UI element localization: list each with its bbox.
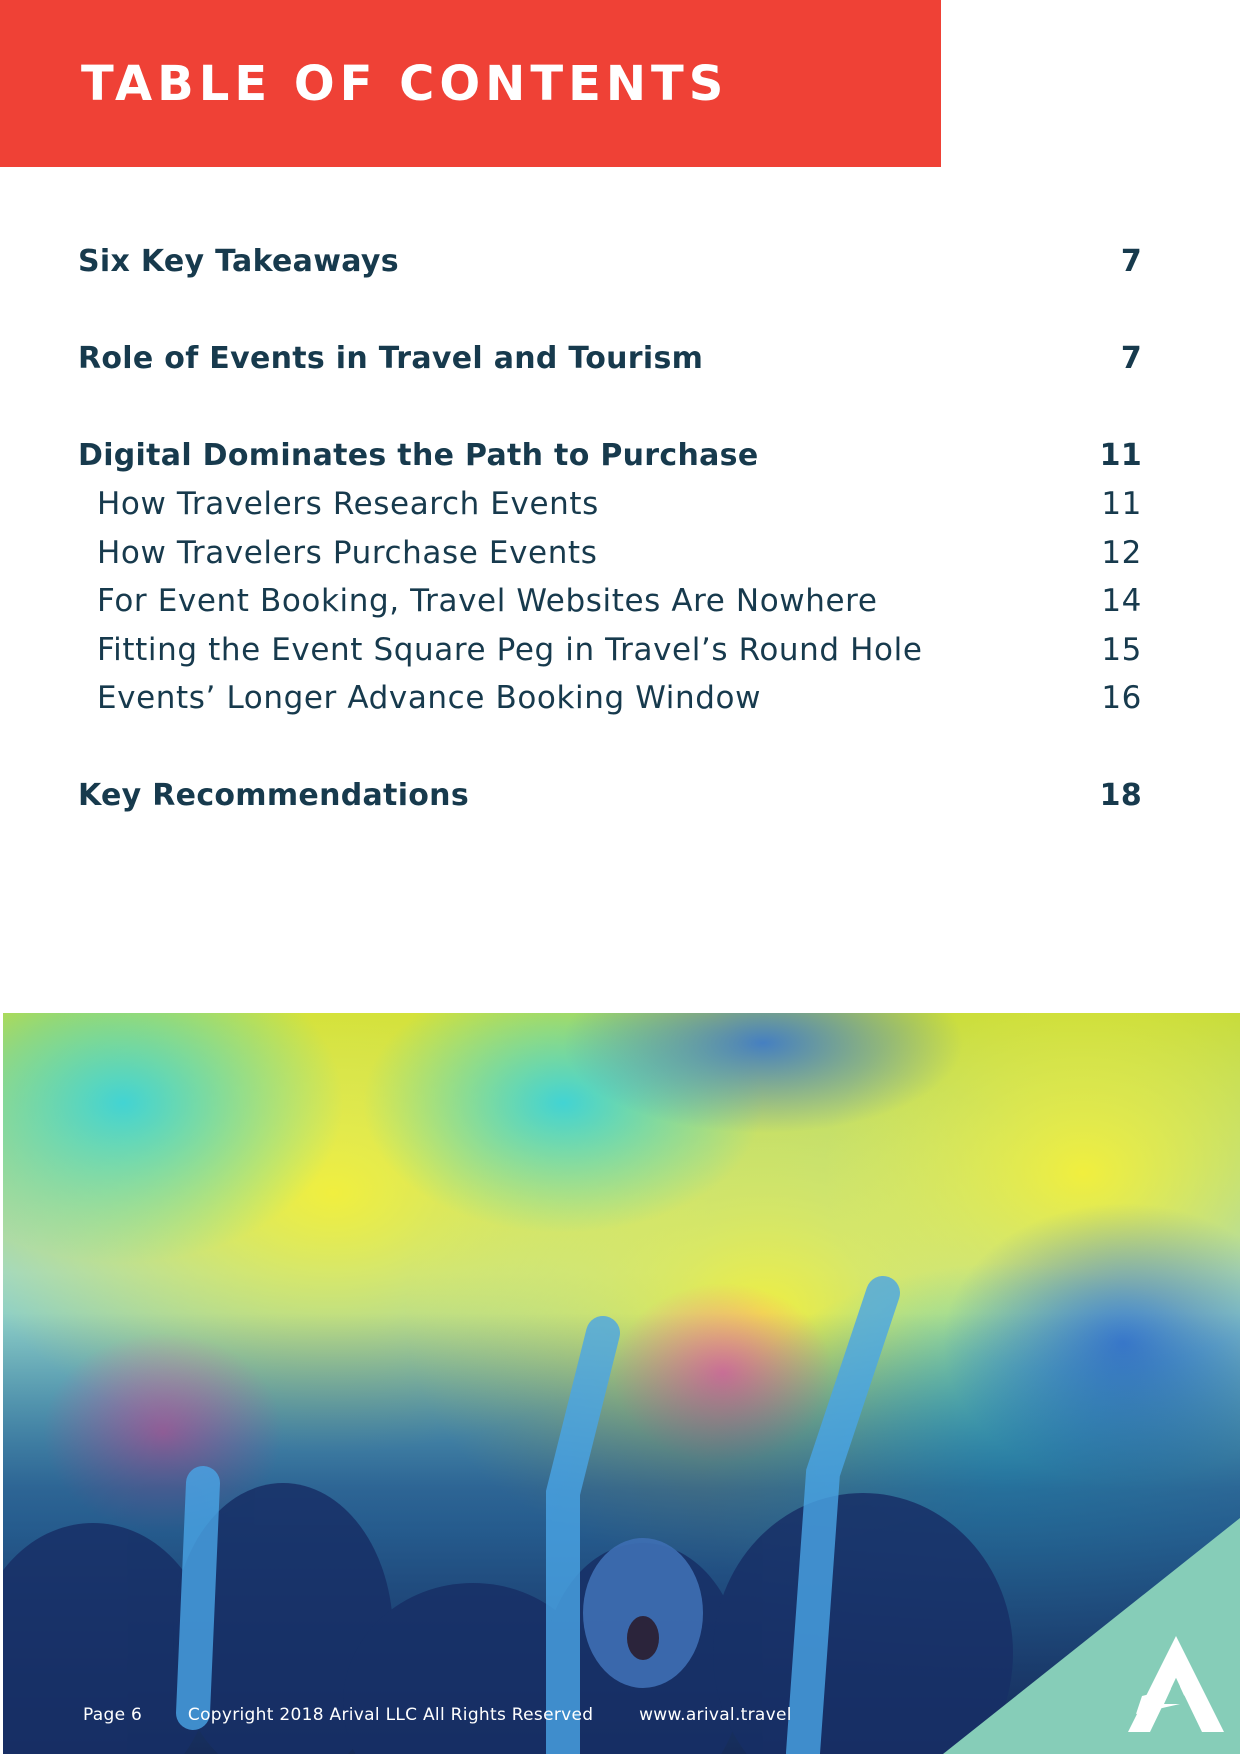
toc-entry-page: 16 [1101, 680, 1142, 716]
toc-entry-title: How Travelers Research Events [97, 486, 599, 522]
toc-entry-title: Events’ Longer Advance Booking Window [97, 680, 762, 716]
toc-entry-role-of-events[interactable] [78, 335, 1142, 383]
toc-entry-page: 11 [1101, 486, 1142, 522]
page-title: TABLE OF CONTENTS [81, 56, 729, 112]
arival-logo-icon [1128, 1634, 1224, 1734]
toc-entry-page: 7 [1120, 244, 1142, 279]
toc-subentry-square-peg[interactable] [78, 626, 1142, 675]
toc-entry-page: 12 [1101, 534, 1142, 571]
toc-subentry-purchase-events[interactable] [78, 529, 1142, 578]
toc-entry-title: For Event Booking, Travel Websites Are Nowhere [97, 583, 878, 619]
footer-page-number: Page 6 [83, 1705, 143, 1725]
toc-entry-page: 14 [1101, 583, 1142, 619]
color-festival-crowd-photo [3, 1013, 1240, 1754]
toc-subentry-research-events[interactable] [78, 480, 1142, 529]
header-band [0, 0, 941, 167]
toc-entry-page: 7 [1120, 341, 1142, 376]
toc-entry-digital-dominates[interactable] [78, 432, 1142, 480]
color-festival-photo [3, 1013, 1240, 1754]
toc-subentry-travel-websites[interactable] [78, 577, 1142, 626]
toc-subentry-booking-window[interactable] [78, 674, 1142, 723]
page-footer [83, 1705, 832, 1725]
toc-entry-title: Key Recommendations [78, 777, 469, 813]
toc-entry-page: 15 [1101, 631, 1142, 668]
toc-entry-page: 11 [1099, 438, 1142, 473]
toc-entry-page: 18 [1099, 777, 1142, 813]
toc-entry-title: Fitting the Event Square Peg in Travel’s Round Hole [97, 631, 923, 668]
toc-entry-title: Digital Dominates the Path to Purchase [78, 438, 759, 473]
toc-entry-title: How Travelers Purchase Events [97, 534, 598, 571]
toc-entry-title: Six Key Takeaways [78, 244, 399, 279]
table-of-contents [78, 238, 1142, 820]
toc-entry-title: Role of Events in Travel and Tourism [78, 341, 704, 376]
toc-entry-six-key-takeaways[interactable] [78, 238, 1142, 286]
footer-website[interactable]: www.arival.travel [639, 1705, 792, 1725]
toc-entry-key-recommendations[interactable] [78, 772, 1142, 820]
footer-copyright: Copyright 2018 Arival LLC All Rights Reserved [187, 1705, 594, 1725]
